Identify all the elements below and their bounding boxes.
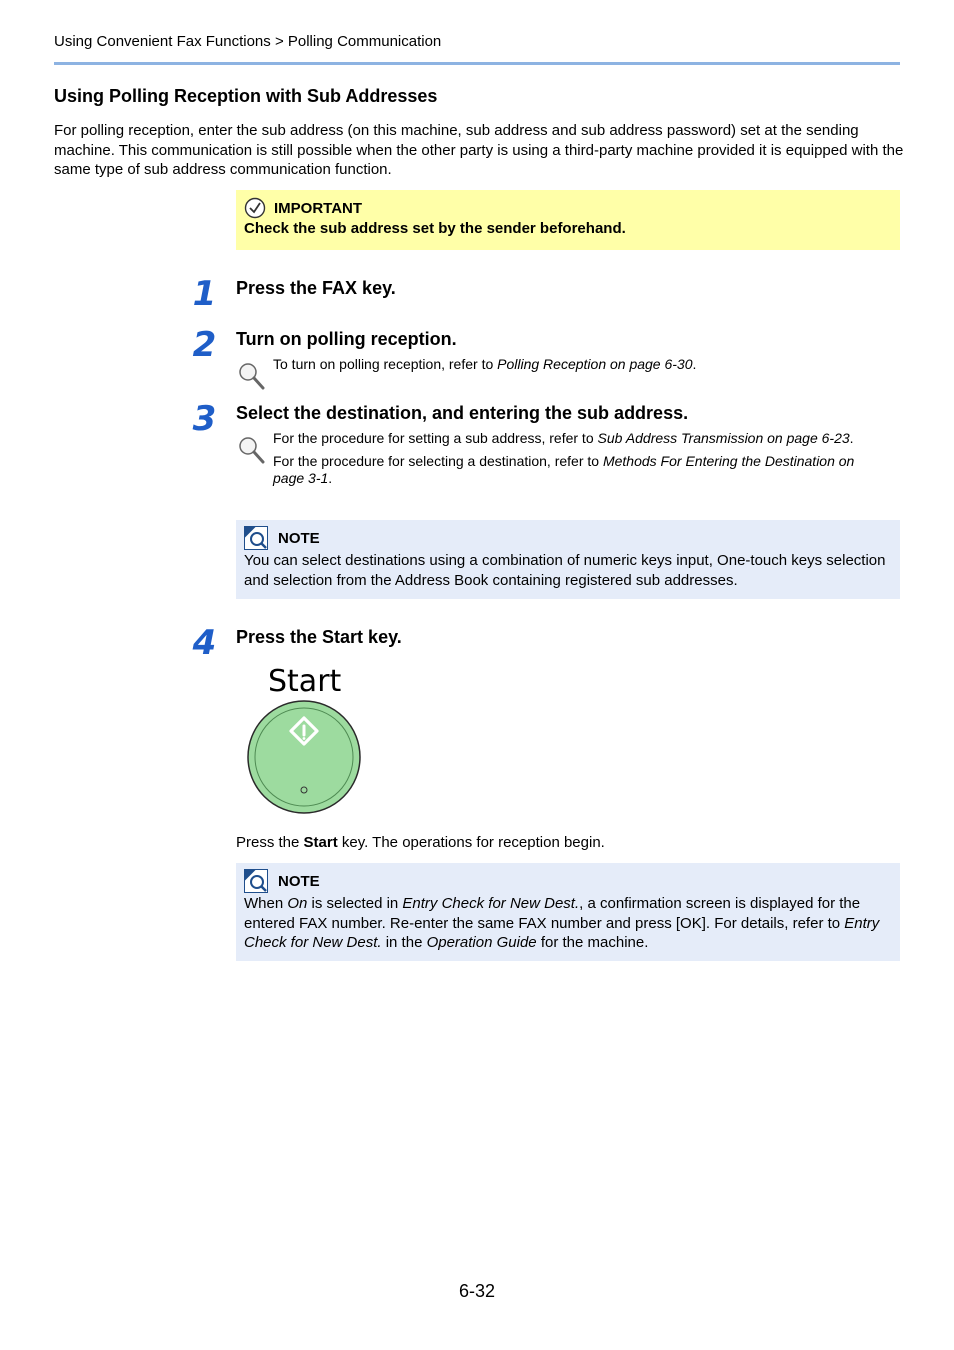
note-icon [244,526,268,550]
note-title: NOTE [278,872,320,890]
reference-link[interactable]: Entry Check for New Dest. [402,895,580,912]
step-number-3: 3 [192,399,216,439]
step-number-2: 2 [192,325,216,365]
step-3-reference-1: For the procedure for setting a sub address, refer to Sub Address Transmission on page 6-23. [273,430,854,446]
note-title: NOTE [278,529,320,547]
step-3-title: Select the destination, and entering the sub address. [236,403,689,423]
start-key-button[interactable] [246,699,362,815]
magnifier-icon [236,360,266,390]
note-box [236,520,900,599]
header-rule [54,62,900,65]
important-box [236,190,900,250]
reference-link[interactable]: Sub Address Transmission on page 6-23 [597,430,850,446]
important-title: IMPORTANT [274,199,363,217]
step-2-reference: To turn on polling reception, refer to Polling Reception on page 6-30. [273,356,697,372]
start-caption: Press the Start key. The operations for reception begin. [236,834,605,851]
step-4-title: Press the Start key. [236,627,402,647]
note-body: When On is selected in Entry Check for New Dest., a confirmation screen is displayed for the entered FAX number. Re-enter the same FAX number and press [OK]. For details, refer to Entry Check for New Dest. in the Operation Guide for the machine. [244,895,880,951]
start-key-label: Start [268,664,342,699]
note-icon [244,869,268,893]
intro-paragraph: For polling reception, enter the sub address (on this machine, sub address and sub address password) set at the sending machine. This communication is still possible when the other party is using a third-party machine provided it is equipped with the same type of sub address communication function. [54,122,904,178]
reference-link[interactable]: Polling Reception on page 6-30 [497,356,693,372]
step-2-title: Turn on polling reception. [236,329,457,349]
section-heading: Using Polling Reception with Sub Addresses [54,86,438,106]
step-1-title: Press the FAX key. [236,278,396,298]
magnifier-icon [236,434,266,464]
note-body: You can select destinations using a combination of numeric keys input, One-touch keys selection and selection from the Address Book containing registered sub addresses. [244,552,886,589]
step-number-4: 4 [192,623,216,663]
step-number-1: 1 [192,274,216,314]
step-3-reference-2: For the procedure for selecting a destination, refer to Methods For Entering the Destination on page 3-1. [273,453,855,486]
reference-link[interactable]: Methods For Entering the Destination on page 3-1 [273,453,855,486]
important-body: Check the sub address set by the sender beforehand. [244,220,626,237]
note-box [236,863,900,961]
breadcrumb[interactable]: Using Convenient Fax Functions > Polling Communication [54,33,442,50]
checkmark-circle-icon [244,197,266,219]
reference-link[interactable]: Entry Check for New Dest. [244,914,880,951]
page-number: 6-32 [458,1281,496,1301]
